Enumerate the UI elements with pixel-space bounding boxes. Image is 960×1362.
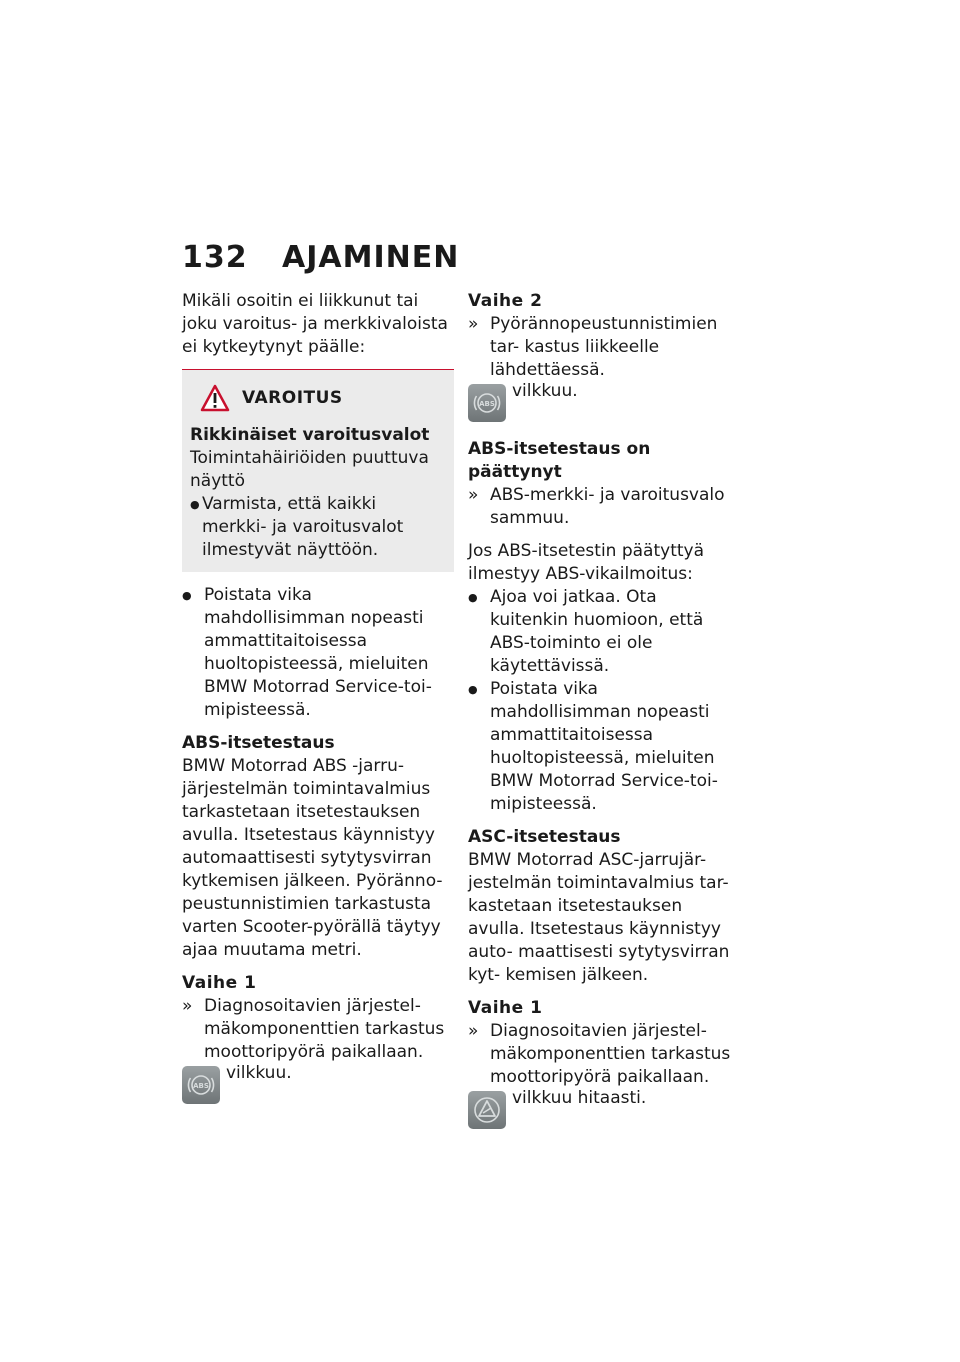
abs-lamp-icon	[182, 1066, 220, 1104]
abs-lamp-text: vilkkuu.	[512, 381, 578, 401]
asc-text: BMW Motorrad ASC-jarrujär- jestelmän toimintavalmius tar- kastetaan itsetestauksen avulla. Itsetestaus käynnistyy auto- maattisesti sytytysvirran kyt- kemisen jälkeen.	[468, 850, 730, 985]
warning-bullet: ● Varmista, että kaikki merkki- ja varoitusvalot ilmestyvät näyttöön.	[190, 493, 446, 562]
page-number: 132	[182, 240, 248, 275]
bullet-list	[182, 584, 454, 722]
warning-list	[190, 493, 446, 562]
warning-triangle-icon	[200, 384, 230, 412]
chapter-title: AJAMINEN	[282, 240, 460, 275]
warning-heading: Rikkinäiset varoitusvalot	[190, 425, 430, 445]
warning-title	[190, 384, 446, 412]
abs-done-list	[468, 484, 738, 530]
list-item: ● Poistata vika mahdollisimman nopeasti ammattitaitoisessa huoltopisteessä, mieluiten BMW Motorrad Service-toi- mipisteessä.	[182, 584, 454, 722]
abs-lamp-text: vilkkuu.	[226, 1063, 292, 1083]
abs-lamp-row-2	[468, 381, 738, 424]
step2-list	[468, 313, 738, 382]
asc-step1-heading: Vaihe 1	[468, 998, 543, 1018]
abs-fail-text: Jos ABS-itsetestin päätyttyä ilmestyy ABS-vikailmoitus:	[468, 541, 705, 584]
list-item: ● Poistata vika mahdollisimman nopeasti ammattitaitoisessa huoltopisteessä, mieluiten BMW Motorrad Service-toi- mipisteessä.	[468, 678, 738, 816]
step2-heading: Vaihe 2	[468, 291, 543, 311]
step1-list	[182, 995, 454, 1064]
asc-lamp-row	[468, 1088, 738, 1131]
intro-text: Mikäli osoitin ei liikkunut tai joku varoitus- ja merkkivaloista ei kytkeytynyt päälle:	[182, 291, 448, 357]
warning-box	[182, 369, 454, 572]
list-item: ● Ajoa voi jatkaa. Ota kuitenkin huomioon, että ABS-toiminto ei ole käytettävissä.	[468, 586, 738, 678]
abs-done-heading: ABS-itsetestaus on päättynyt	[468, 439, 651, 482]
list-item: » Diagnosoitavien järjestel- mäkomponenttien tarkastus moottoripyörä paikallaan.	[468, 1020, 738, 1089]
list-item: » ABS-merkki- ja varoitusvalo sammuu.	[468, 484, 738, 530]
asc-heading: ASC-itsetestaus	[468, 827, 621, 847]
abs-lamp-row	[182, 1063, 454, 1106]
warning-text: Toimintahäiriöiden puuttuva näyttö	[190, 448, 429, 491]
left-column	[182, 290, 454, 1120]
asc-lamp-text: vilkkuu hitaasti.	[512, 1088, 647, 1108]
abs-fail-list	[468, 586, 738, 816]
svg-text:ABS: ABS	[479, 400, 495, 408]
abs-text: BMW Motorrad ABS -jarru- järjestelmän toimintavalmius tarkastetaan itsetestauksen avulla. Itsetestaus käynnistyy automaattisesti sytytysvirran kytkemisen jälkeen. Pyöränno- peustunnistimien tarkastusta varten Scooter-pyörällä täytyy ajaa muutama metri.	[182, 756, 443, 960]
list-item: » Pyörännopeustunnistimien tar- kastus liikkeelle lähdettäessä.	[468, 313, 738, 382]
abs-heading: ABS-itsetestaus	[182, 733, 335, 753]
svg-text:ABS: ABS	[193, 1082, 209, 1090]
page-header	[182, 240, 459, 275]
abs-lamp-icon	[468, 384, 506, 422]
warning-label: VAROITUS	[242, 388, 343, 408]
step1-heading: Vaihe 1	[182, 973, 257, 993]
right-column	[468, 290, 738, 1145]
asc-step1-list	[468, 1020, 738, 1089]
asc-lamp-icon	[468, 1091, 506, 1129]
list-item: » Diagnosoitavien järjestel- mäkomponenttien tarkastus moottoripyörä paikallaan.	[182, 995, 454, 1064]
